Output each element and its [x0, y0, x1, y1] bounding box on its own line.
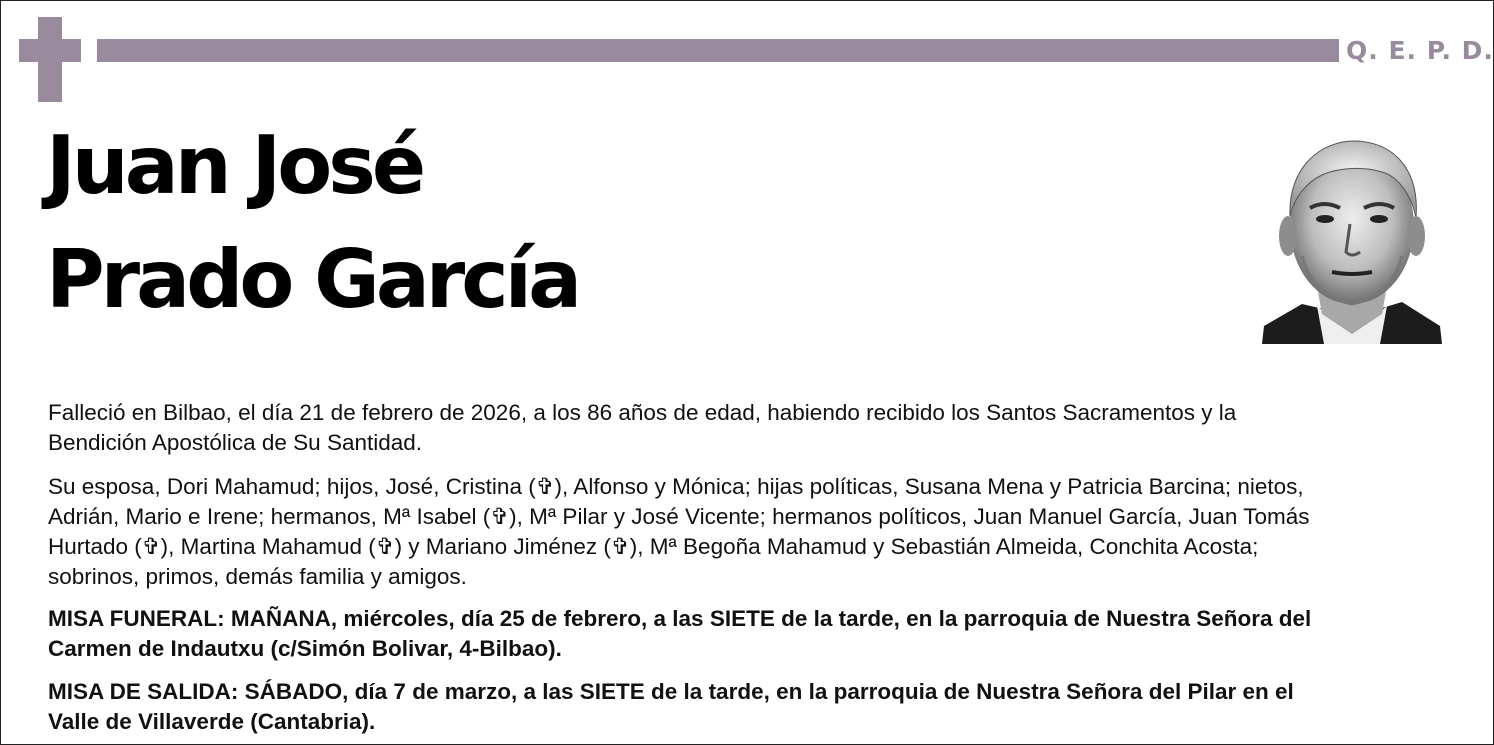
- family-line: Su esposa, Dori Mahamud; hijos, José, Cristina (✞), Alfonso y Mónica; hijas políticas, Susana Mena y Patricia Barcina; nietos,: [48, 474, 1304, 499]
- funeral-mass-line: MISA FUNERAL: MAÑANA, miércoles, día 25 de febrero, a las SIETE de la tarde, en la parroquia de Nuestra Señora del: [48, 606, 1312, 631]
- death-notice-paragraph: [48, 398, 1458, 458]
- deceased-name-last: Prado García: [46, 233, 579, 326]
- cross-icon-horizontal: [19, 39, 81, 62]
- header-rule: [97, 39, 1339, 62]
- qepd-label: Q. E. P. D.: [1346, 36, 1494, 65]
- family-line: Hurtado (✞), Martina Mahamud (✞) y Mariano Jiménez (✞), Mª Begoña Mahamud y Sebastián Almeida, Conchita Acosta;: [48, 534, 1259, 559]
- funeral-mass-line: Carmen de Indautxu (c/Simón Bolivar, 4-Bilbao).: [48, 636, 562, 661]
- departure-mass-line: MISA DE SALIDA: SÁBADO, día 7 de marzo, a las SIETE de la tarde, en la parroquia de Nuestra Señora del Pilar en el: [48, 679, 1294, 704]
- funeral-mass-paragraph: [48, 604, 1458, 664]
- departure-mass-paragraph: [48, 677, 1458, 737]
- departure-mass-line: Valle de Villaverde (Cantabria).: [48, 709, 376, 734]
- family-line: sobrinos, primos, demás familia y amigos.: [48, 564, 467, 589]
- family-line: Adrián, Mario e Irene; hermanos, Mª Isabel (✞), Mª Pilar y José Vicente; hermanos políticos, Juan Manuel García, Juan Tomás: [48, 504, 1310, 529]
- deceased-name-first: Juan José: [46, 119, 423, 212]
- portrait-photo: [1262, 136, 1442, 344]
- death-notice-line: Falleció en Bilbao, el día 21 de febrero de 2026, a los 86 años de edad, habiendo recibido los Santos Sacramentos y la: [48, 400, 1237, 425]
- family-paragraph: [48, 472, 1458, 592]
- death-notice-line: Bendición Apostólica de Su Santidad.: [48, 430, 423, 455]
